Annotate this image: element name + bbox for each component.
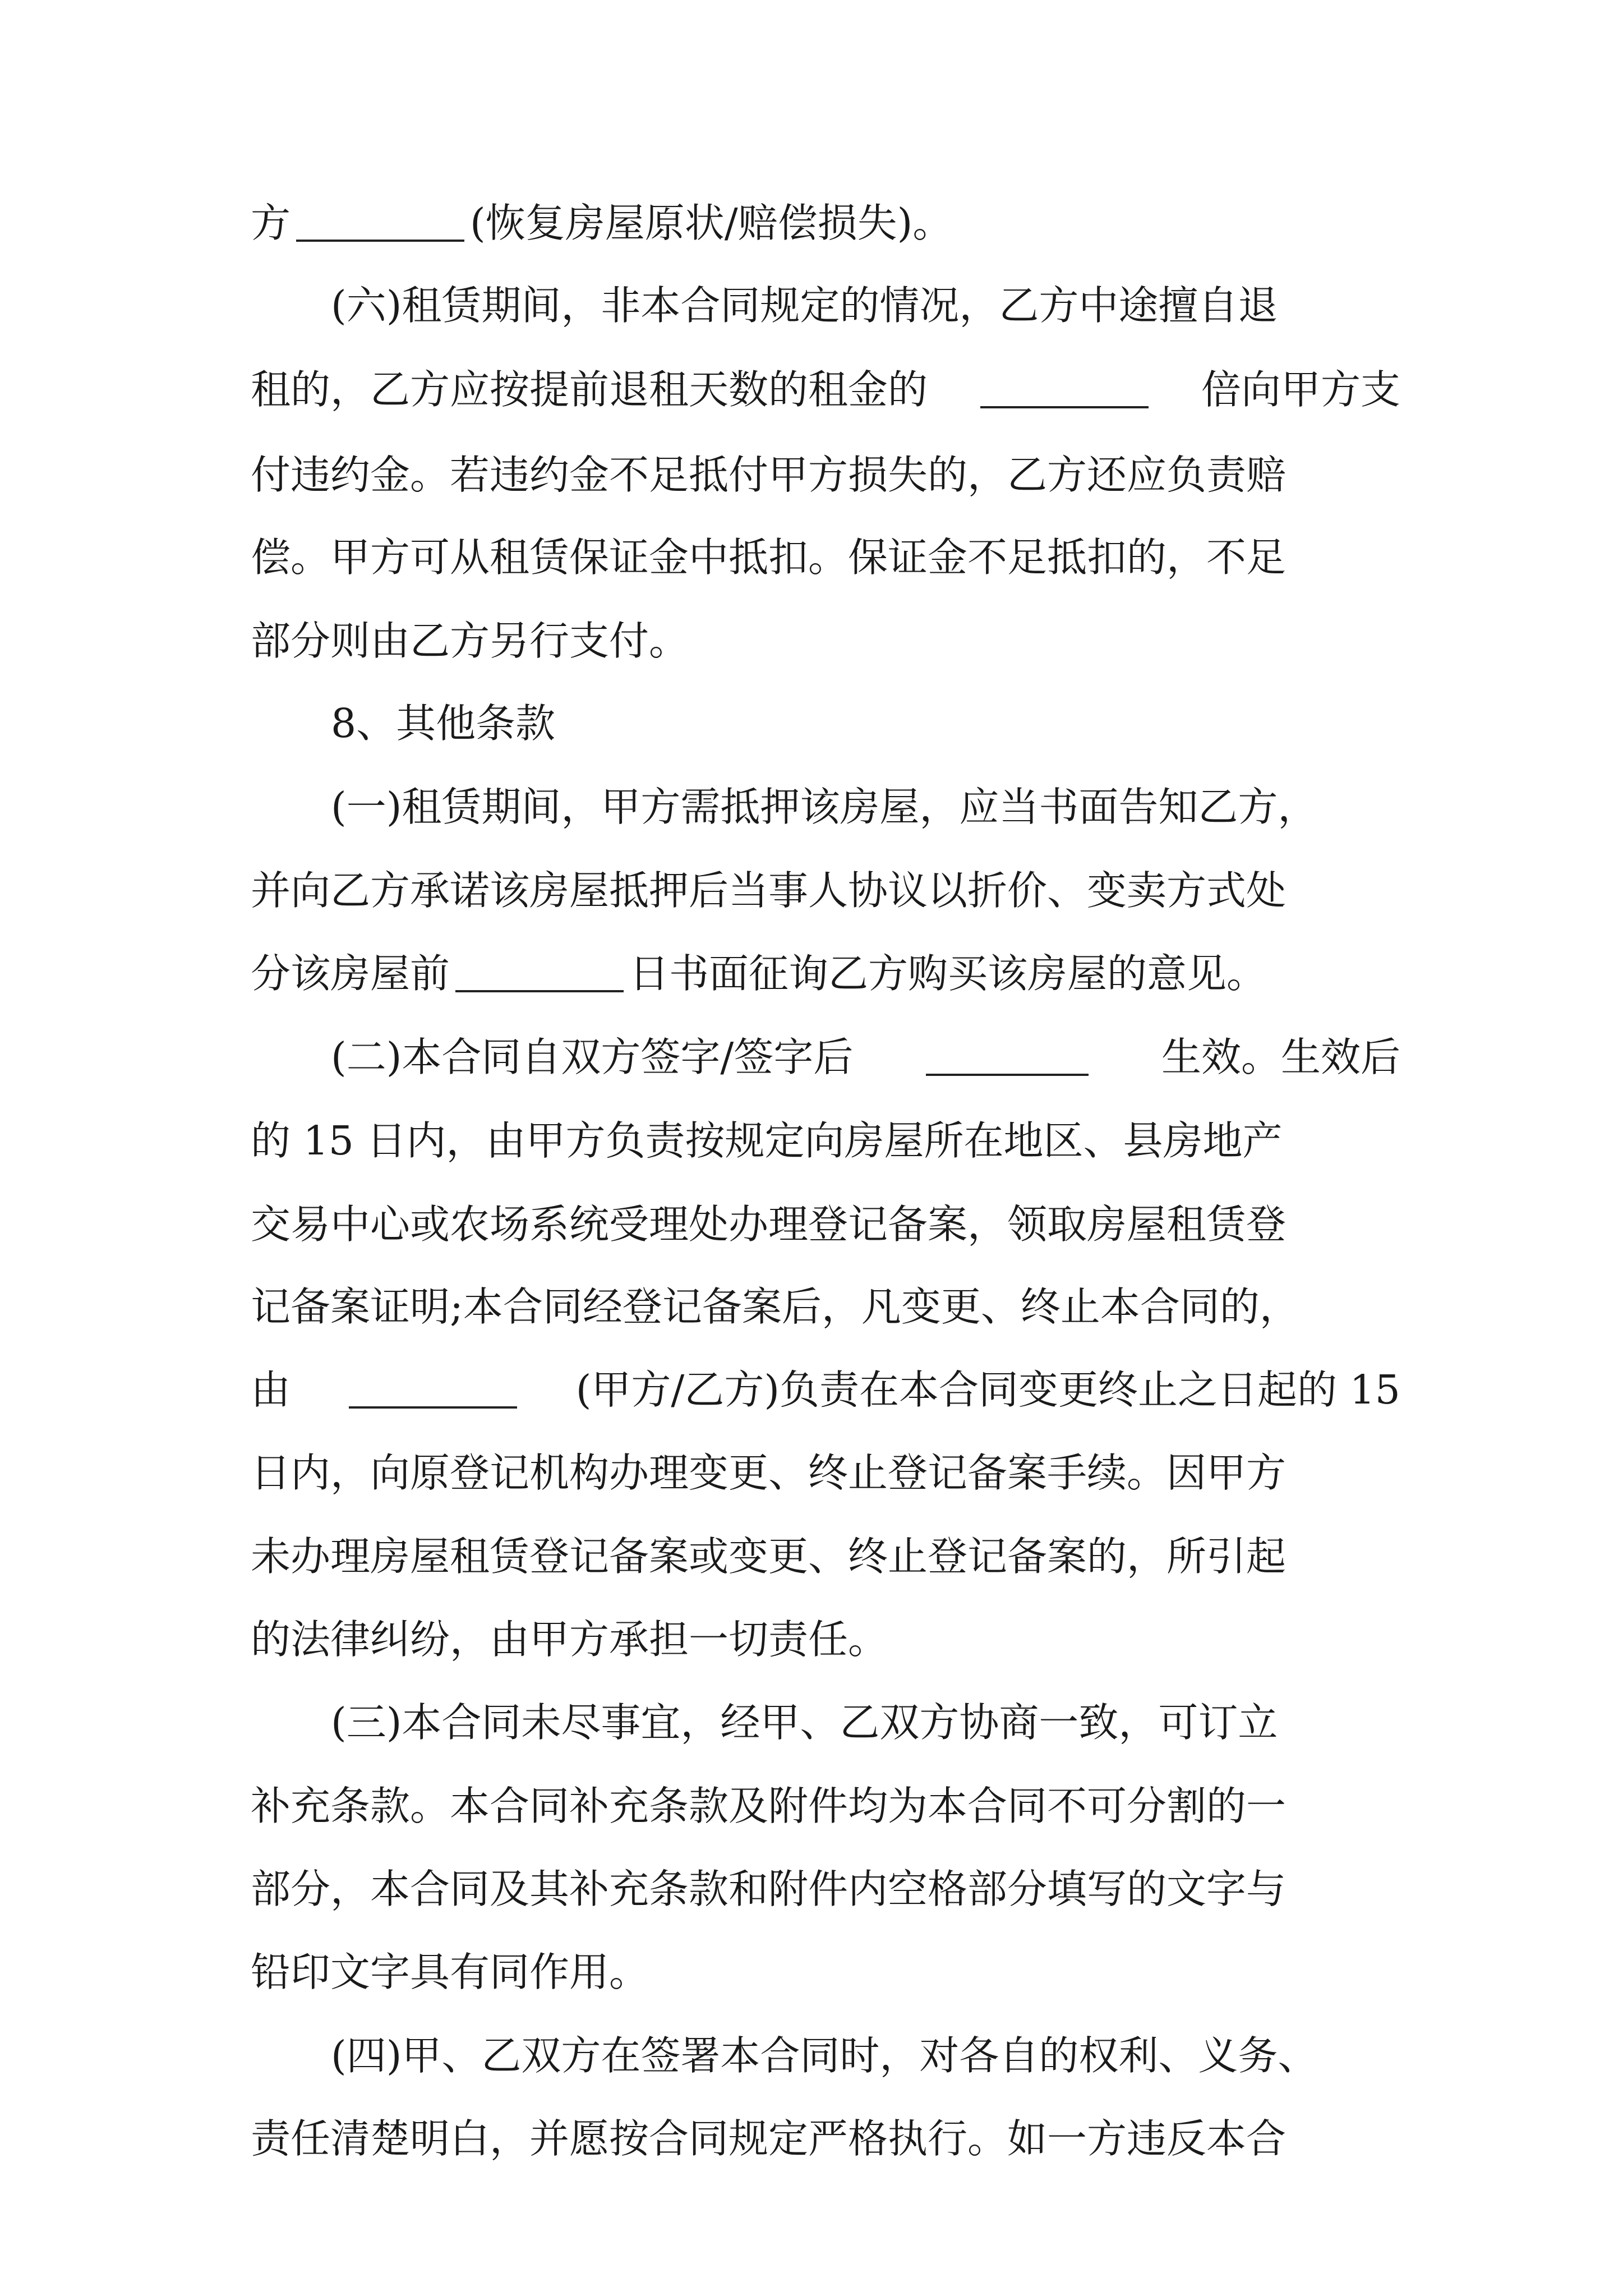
text-segment: (一)租赁期间，甲方需抵押该房屋，应当书面告知乙方， — [331, 784, 1318, 830]
text-line — [251, 613, 1400, 669]
text-segment: 倍向甲方支 — [1201, 366, 1400, 413]
text-segment: 铅印文字具有同作用。 — [251, 1949, 649, 1995]
text-segment: 分该房屋前 — [251, 950, 450, 997]
text-segment: 的法律纠纷，由甲方承担一切责任。 — [251, 1616, 888, 1663]
text-line — [331, 1695, 1400, 1751]
text-segment: (三)本合同未尽事宜，经甲、乙双方协商一致，可订立 — [331, 1699, 1278, 1746]
text-segment: 由 — [251, 1366, 291, 1413]
fill-in-blank — [349, 1372, 517, 1409]
fill-in-blank — [980, 371, 1149, 408]
text-segment: 并向乙方承诺该房屋抵押后当事人协议以折价、变卖方式处 — [251, 867, 1287, 914]
text-line — [251, 1445, 1400, 1501]
text-segment: 的 15 日内，由甲方负责按规定向房屋所在地区、县房地产 — [251, 1117, 1283, 1164]
text-line — [251, 1529, 1400, 1585]
text-line — [331, 1029, 1400, 1085]
text-segment: 记备案证明;本合同经登记备案后，凡变更、终止本合同的， — [251, 1283, 1299, 1330]
text-segment: 部分，本合同及其补充条款和附件内空格部分填写的文字与 — [251, 1866, 1287, 1912]
text-line — [251, 2111, 1400, 2167]
text-line — [251, 1113, 1400, 1169]
text-segment: 交易中心或农场系统受理处办理登记备案，领取房屋租赁登 — [251, 1201, 1287, 1248]
text-line — [251, 530, 1400, 586]
text-line — [251, 195, 1400, 251]
fill-in-blank — [926, 1039, 1089, 1076]
text-segment: 补充条款。本合同补充条款及附件均为本合同不可分割的一 — [251, 1783, 1287, 1829]
text-line — [251, 1944, 1400, 2000]
text-segment: 方 — [251, 200, 291, 246]
text-line — [251, 946, 1400, 1002]
text-segment: 生效。生效后 — [1161, 1034, 1400, 1080]
text-segment: (四)甲、乙双方在签署本合同时，对各自的权利、义务、 — [331, 2032, 1318, 2079]
text-segment: 租的，乙方应按提前退租天数的租金的 — [251, 366, 928, 413]
text-line — [251, 1362, 1400, 1418]
text-segment: 8、其他条款 — [331, 700, 556, 747]
section-heading — [331, 696, 1400, 752]
text-line — [251, 863, 1400, 919]
text-segment: (六)租赁期间，非本合同规定的情况，乙方中途擅自退 — [331, 282, 1278, 329]
text-segment: 付违约金。若违约金不足抵付甲方损失的，乙方还应负责赔 — [251, 452, 1287, 498]
fill-in-blank — [455, 955, 624, 992]
text-line — [331, 278, 1400, 334]
text-line — [251, 1861, 1400, 1917]
text-line — [251, 447, 1400, 503]
text-segment: (二)本合同自双方签字/签字后 — [331, 1034, 854, 1080]
text-line — [251, 1778, 1400, 1834]
text-line — [331, 779, 1400, 835]
text-line — [251, 1197, 1400, 1253]
text-segment: 未办理房屋租赁登记备案或变更、终止登记备案的，所引起 — [251, 1533, 1287, 1580]
text-line — [331, 2028, 1400, 2084]
text-segment: 日内，向原登记机构办理变更、终止登记备案手续。因甲方 — [251, 1450, 1287, 1496]
text-segment: 部分则由乙方另行支付。 — [251, 618, 689, 664]
text-segment: 偿。甲方可从租赁保证金中抵扣。保证金不足抵扣的，不足 — [251, 534, 1287, 581]
text-segment: 日书面征询乙方购买该房屋的意见。 — [629, 950, 1267, 997]
text-segment: (恢复房屋原状/赔偿损失)。 — [470, 200, 953, 246]
text-segment: (甲方/乙方)负责在本合同变更终止之日起的 15 — [575, 1366, 1400, 1413]
fill-in-blank — [296, 205, 464, 242]
text-line — [251, 1279, 1400, 1335]
text-segment: 责任清楚明白，并愿按合同规定严格执行。如一方违反本合 — [251, 2115, 1287, 2162]
text-line — [251, 362, 1400, 418]
text-line — [251, 1612, 1400, 1668]
